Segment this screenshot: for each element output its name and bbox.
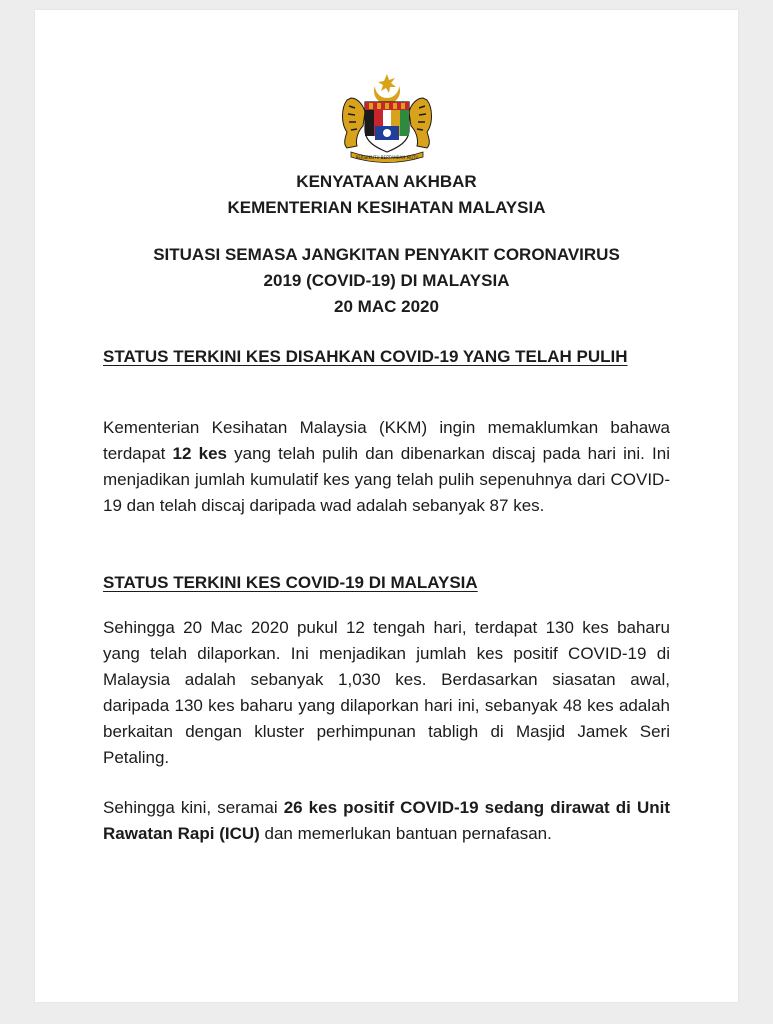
icu-paragraph [103,795,670,847]
press-header [95,169,678,221]
icu-paragraph-wrap [103,795,670,847]
recovered-text-a: Kementerian Kesihatan Malaysia (KKM) ingin memaklumkan bahawa terdapat [103,418,670,463]
recovered-count: 12 kes [172,444,227,463]
status-section-heading-wrap [103,570,670,596]
recovered-paragraph-wrap [103,415,670,519]
icu-text-b: dan memerlukan bantuan pernafasan. [259,824,552,843]
icu-text-a: Sehingga kini, seramai [103,798,284,817]
crest-motto: BERSEKUTU BERTAMBAH MUTU [355,155,419,160]
recovered-paragraph [103,415,670,519]
status-section-heading: STATUS TERKINI KES COVID-19 DI MALAYSIA [103,573,478,592]
document-page [35,10,738,1002]
malaysia-coat-of-arms-icon [335,72,439,164]
recovered-text-b: yang telah pulih dan dibenarkan discaj pada hari ini. Ini menjadikan jumlah kumulatif kes yang telah pulih sepenuhnya dari COVID-19 dan telah discaj daripada wad adalah sebanyak 87 kes. [103,444,670,515]
title-line-2: 2019 (COVID-19) DI MALAYSIA [263,271,510,290]
ministry-name: KEMENTERIAN KESIHATAN MALAYSIA [227,198,546,217]
recovered-section-heading: STATUS TERKINI KES DISAHKAN COVID-19 YANG TELAH PULIH [103,347,628,366]
recovered-section-heading-wrap [103,344,670,370]
status-paragraph: Sehingga 20 Mac 2020 pukul 12 tengah hari, terdapat 130 kes baharu yang telah dilaporkan. Ini menjadikan jumlah kes positif COVID-19 di Malaysia adalah sebanyak 1,030 kes. Berdasarkan siasatan awal, daripada 130 kes baharu yang dilaporkan hari ini, sebanyak 48 kes adalah berkaitan dengan kluster perhimpunan tabligh di Masjid Jamek Seri Petaling. [103,618,670,767]
icu-highlight: 26 kes positif COVID-19 sedang dirawat di Unit Rawatan Rapi (ICU) [103,798,670,843]
title-line-1: SITUASI SEMASA JANGKITAN PENYAKIT CORONAVIRUS [153,245,620,264]
document-date: 20 MAC 2020 [334,297,439,316]
press-release-label: KENYATAAN AKHBAR [296,172,477,191]
status-paragraph-wrap [103,615,670,771]
document-title [95,242,678,320]
